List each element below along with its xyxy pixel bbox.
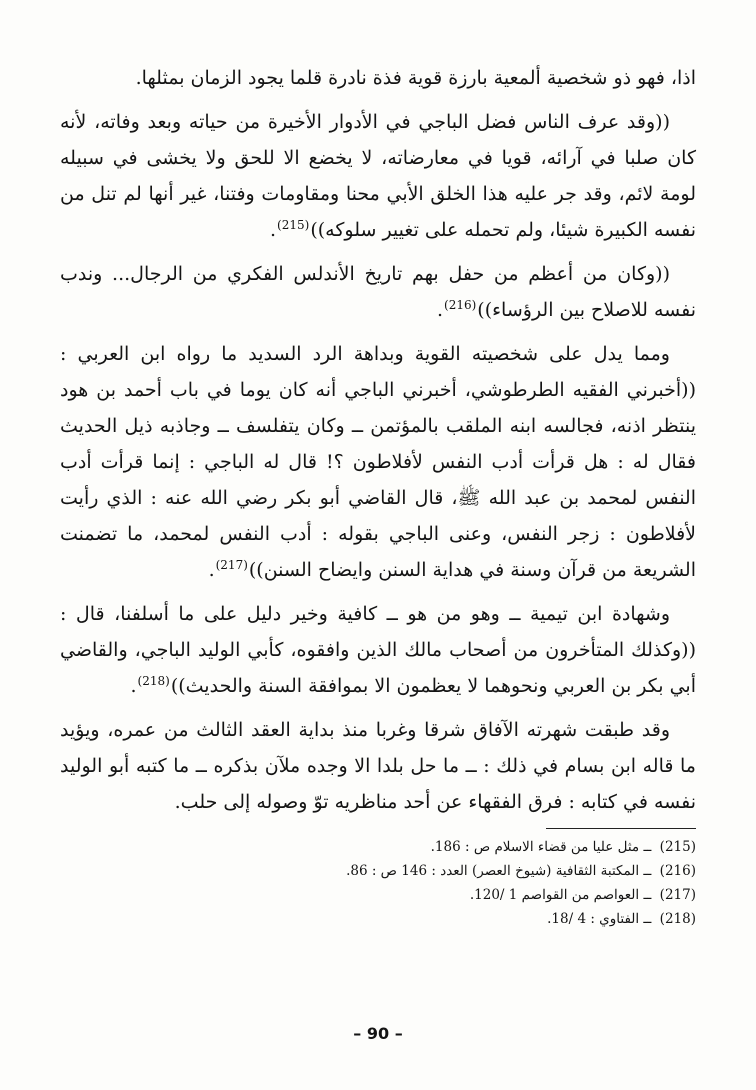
footnote-number: (217) [659,887,696,903]
paragraph-text: ومما يدل على شخصيته القوية وبداهة الرد السديد ما رواه ابن العربي : ((أخبرني الفقيه الطرطوشي، أخبرني الباجي أنه كان يوما في باب أحمد بن هود ينتظر اذنه، فجالسه ابنه الملقب بالمؤتمن ــ وكان يتفلسف ــ وجاذبه ذيل الحديث فقال له : هل قرأت أدب النفس لأفلاطون ؟! قال له الباجي : إنما قرأت أدب النفس لمحمد بن عبد الله ﷺ، قال القاضي أبو بكر رضي الله عنه : الذي رأيت لأفلاطون : زجر النفس، وعنى الباجي بقوله : أدب النفس لمحمد، ما تضمنت الشريعة من قرآن وسنة في هداية السنن وايضاح السنن)) [60,343,696,581]
footnote-item [60,907,696,931]
paragraph-4: ومما يدل على شخصيته القوية وبداهة الرد السديد ما رواه ابن العربي : ((أخبرني الفقيه الطرطوشي، أخبرني الباجي أنه كان يوما في باب أحمد بن هود ينتظر اذنه، فجالسه ابنه الملقب بالمؤتمن ــ وكان يتفلسف ــ وجاذبه ذيل الحديث فقال له : هل قرأت أدب النفس لأفلاطون ؟! قال له الباجي : إنما قرأت أدب النفس لمحمد بن عبد الله ﷺ، قال القاضي أبو بكر رضي الله عنه : الذي رأيت لأفلاطون : زجر النفس، وعنى الباجي بقوله : أدب النفس لمحمد، ما تضمنت الشريعة من قرآن وسنة في هداية السنن وايضاح السنن))$^{(217)}$. [60,343,696,581]
paragraph-1 [60,60,696,96]
paragraph-5: وشهادة ابن تيمية ــ وهو من هو ــ كافية وخير دليل على ما أسلفنا، قال : ((وكذلك المتأخرون من أصحاب مالك الذين وافقوه، كأبي الوليد الباجي، والقاضي أبي بكر بن العربي ونحوهما لا يعظمون الا بموافقة السنة والحديث))$^{(218)}$. [60,603,696,697]
footnote-ref[interactable]: (218) [137,673,170,688]
footnote-text: ــ العواصم من القواصم 1 /120. [469,887,652,903]
page-body [60,60,696,931]
footnote-text: ــ مثل عليا من قضاء الاسلام ص : 186. [430,839,652,855]
paragraph-text: وشهادة ابن تيمية ــ وهو من هو ــ كافية وخير دليل على ما أسلفنا، قال : ((وكذلك المتأخرون من أصحاب مالك الذين وافقوه، كأبي الوليد الباجي، والقاضي أبي بكر بن العربي ونحوهما لا يعظمون الا بموافقة السنة والحديث)) [60,603,696,697]
footnote-divider [546,828,696,829]
footnote-text: ــ الفتاوي : 4 /18. [547,911,652,927]
footnotes-list [60,835,696,931]
footnote-text: ــ المكتبة الثقافية (شيوخ العصر) العدد : 146 ص : 86. [346,863,652,879]
footnote-item [60,883,696,907]
paragraph-text: ((وقد عرف الناس فضل الباجي في الأدوار الأخيرة من حياته وبعد وفاته، لأنه كان صلبا في آرائه، قويا في معارضاته، لا يخضع الا للحق ولا يخشى في سبيله لومة لائم، وقد جر عليه هذا الخلق الأبي محنا ومقاومات وفتنا، غير أنها لم تنل من نفسه الكبيرة شيئا، ولم تحمله على تغيير سلوكه)) [60,111,696,241]
paragraph-2: ((وقد عرف الناس فضل الباجي في الأدوار الأخيرة من حياته وبعد وفاته، لأنه كان صلبا في آرائه، قويا في معارضاته، لا يخضع الا للحق ولا يخشى في سبيله لومة لائم، وقد جر عليه هذا الخلق الأبي محنا ومقاومات وفتنا، غير أنها لم تنل من نفسه الكبيرة شيئا، ولم تحمله على تغيير سلوكه))$^{(215)}$. [60,111,696,241]
footnote-ref[interactable]: (216) [444,297,477,312]
footnote-item [60,835,696,859]
page-number: – 90 – [353,1024,403,1043]
footnote-ref[interactable]: (217) [215,557,248,572]
footnote-number: (215) [659,839,696,855]
footnote-item [60,859,696,883]
paragraph-text: وقد طبقت شهرته الآفاق شرقا وغربا منذ بداية العقد الثالث من عمره، ويؤيد ما قاله ابن بسام في ذلك : ــ ما حل بلدا الا وجده ملآن بذكره ــ ما كتبه أبو الوليد نفسه في كتابه : فرق الفقهاء عن أحد مناظريه توّ وصوله إلى حلب. [60,719,696,813]
footnote-ref[interactable]: (215) [277,217,310,232]
paragraph-text: ((وكان من أعظم من حفل بهم تاريخ الأندلس الفكري من الرجال... وندب نفسه للاصلاح بين الرؤساء)) [60,263,696,321]
paragraph-3: ((وكان من أعظم من حفل بهم تاريخ الأندلس الفكري من الرجال... وندب نفسه للاصلاح بين الرؤساء))$^{(216)}$. [60,263,696,321]
paragraph-text: اذا، فهو ذو شخصية ألمعية بارزة قوية فذة نادرة قلما يجود الزمان بمثلها. [135,67,696,89]
paragraph-6 [60,712,696,820]
footnote-number: (218) [659,911,696,927]
footnote-number: (216) [659,863,696,879]
